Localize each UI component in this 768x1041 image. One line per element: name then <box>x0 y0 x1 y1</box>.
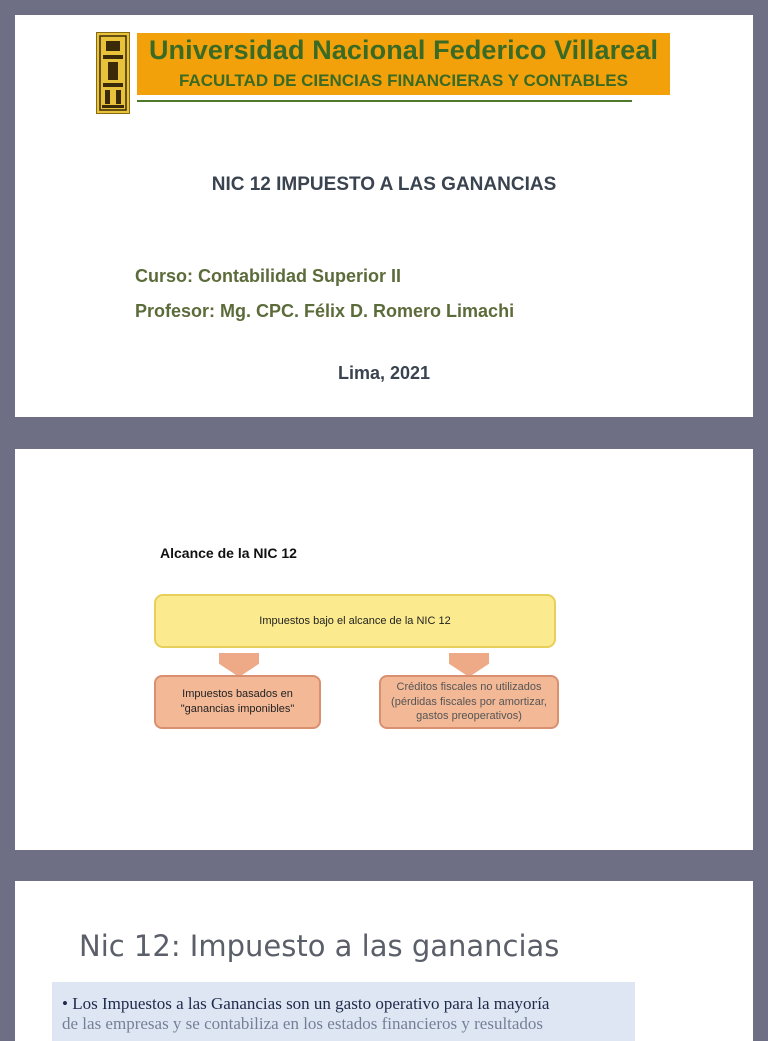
slide-2[interactable] <box>15 449 753 850</box>
scope-main-label: Impuestos bajo el alcance de la NIC 12 <box>259 615 451 627</box>
bullet-text <box>62 994 632 1033</box>
bullet-panel <box>52 982 635 1041</box>
university-banner <box>137 33 670 95</box>
bullet-line-1: • Los Impuestos a las Ganancias son un gasto operativo para la mayoría <box>62 994 550 1013</box>
date-label: Lima, 2021 <box>337 363 431 383</box>
scope-heading: Alcance de la NIC 12 <box>160 545 297 561</box>
slide-3[interactable] <box>15 881 753 1041</box>
down-arrow-right <box>449 653 489 677</box>
university-name: Universidad Nacional Federico Villareal <box>148 35 659 65</box>
faculty-name: FACULTAD DE CIENCIAS FINANCIERAS Y CONTABLES <box>179 71 628 90</box>
banner-divider <box>137 100 632 102</box>
slide-title: NIC 12 IMPUESTO A LAS GANANCIAS <box>211 174 557 195</box>
unused-credits-line-3: gastos preoperativos) <box>416 710 522 723</box>
slide-3-title: Nic 12: Impuesto a las ganancias <box>79 929 560 963</box>
bullet-line-2: de las empresas y se contabiliza en los estados financieros y resultados <box>62 1013 544 1033</box>
unused-credits-line-1: Créditos fiscales no utilizados <box>396 680 542 693</box>
taxable-profits-line-1: Impuestos basados en <box>182 688 293 701</box>
taxable-profits-line-2: "ganancias imponibles" <box>180 703 295 715</box>
scope-main-box <box>154 594 556 648</box>
unused-credits-line-2: (pérdidas fiscales por amortizar, <box>391 695 547 708</box>
slide-1[interactable] <box>15 15 753 417</box>
unused-credits-box <box>379 675 559 729</box>
down-arrow-left <box>219 653 259 677</box>
professor-label: Profesor: Mg. CPC. Félix D. Romero Limachi <box>135 301 515 321</box>
university-crest-logo <box>96 32 130 114</box>
taxable-profits-box <box>154 675 321 729</box>
course-label: Curso: Contabilidad Superior II <box>135 266 402 286</box>
